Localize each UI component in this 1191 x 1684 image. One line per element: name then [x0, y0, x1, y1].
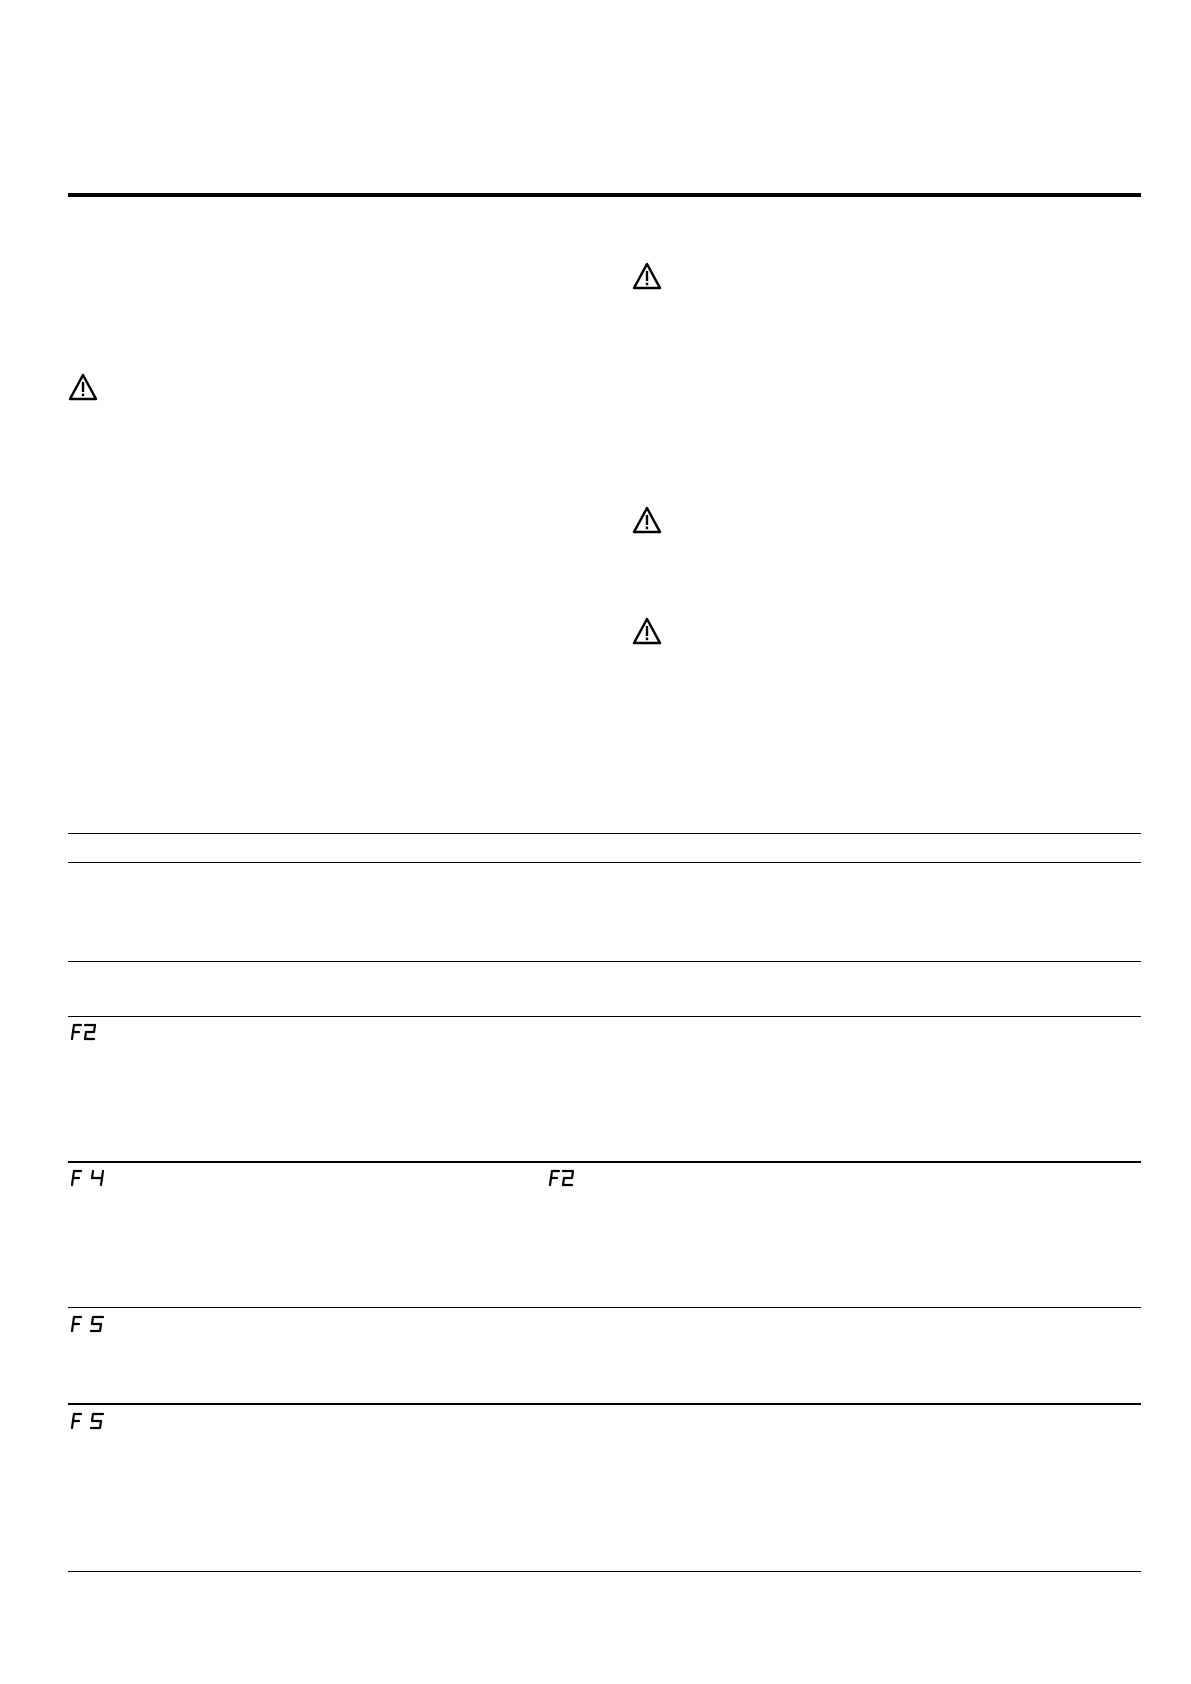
table-row-rule [68, 1403, 1141, 1405]
solution-code-display-f2 [548, 1167, 576, 1189]
table-header-rule [68, 862, 1141, 863]
table-rule [68, 833, 1141, 834]
error-code-display-f5 [70, 1410, 106, 1432]
warning-icon [632, 506, 662, 534]
error-code-display-f5 [70, 1313, 106, 1335]
error-code-display-f2 [70, 1021, 98, 1043]
table-bottom-rule [68, 1571, 1141, 1572]
warning-icon [632, 262, 662, 290]
table-row-rule [68, 1161, 1141, 1163]
header-rule [68, 193, 1141, 197]
table-row-rule [68, 1016, 1141, 1017]
warning-icon [68, 373, 98, 401]
table-row-rule [68, 961, 1141, 962]
warning-icon [632, 617, 662, 645]
table-row-rule [68, 1307, 1141, 1308]
error-code-display-f4 [70, 1167, 106, 1189]
